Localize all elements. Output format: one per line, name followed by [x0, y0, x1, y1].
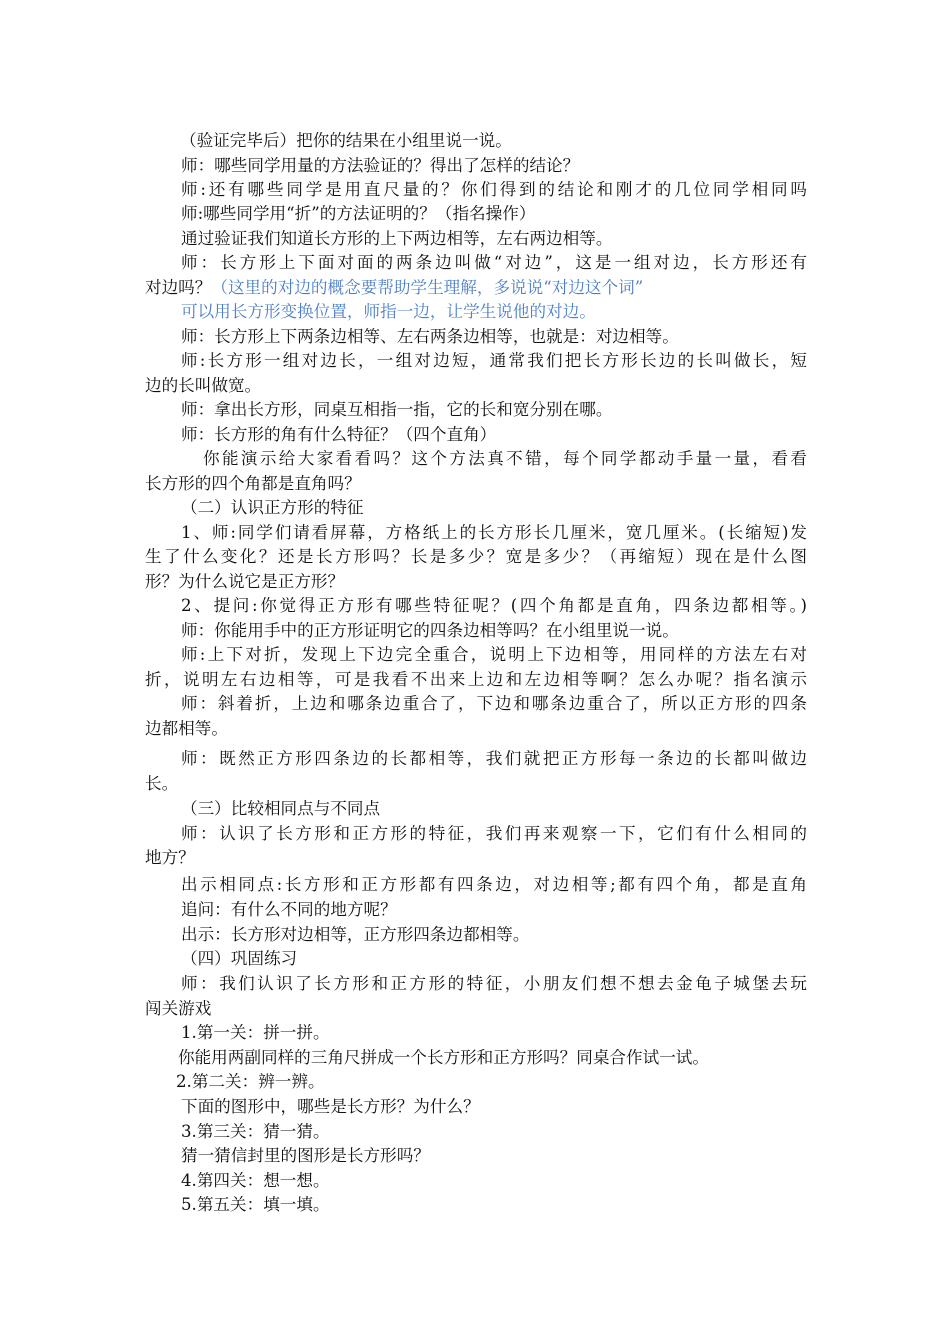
paragraph-line: 师:上下对折，发现上下边完全重合，说明上下边相等，用同样的方法左右对: [181, 645, 807, 664]
paragraph-line: 师：长方形的角有什么特征？（四个直角）: [181, 425, 497, 444]
paragraph-line: （验证完毕后）把你的结果在小组里说一说。: [180, 131, 512, 150]
paragraph-line: 你能演示给大家看看吗？这个方法真不错，每个同学都动手量一量，看看: [203, 449, 807, 468]
paragraph-line: 2、提问:你觉得正方形有哪些特征呢？(四个角都是直角，四条边都相等。): [181, 596, 807, 615]
paragraph-line: 猜一猜信封里的图形是长方形吗？: [181, 1146, 430, 1165]
teacher-note: （这里的对边的概念要帮助学生理解，多说说“对边这个词”: [211, 278, 644, 297]
paragraph-line: 出示：长方形对边相等，正方形四条边都相等。: [181, 925, 530, 944]
paragraph-line: 追问：有什么不同的地方呢？: [181, 900, 397, 919]
paragraph-line: 你能用两副同样的三角尺拼成一个长方形和正方形吗？同桌合作试一试。: [178, 1048, 709, 1067]
exercise-item: 1.第一关：拼一拼。: [181, 1023, 330, 1042]
section-heading: （二）认识正方形的特征: [181, 498, 364, 517]
section-heading: （四）巩固练习: [181, 949, 298, 968]
paragraph-line: 师:长方形一组对边长，一组对边短，通常我们把长方形长边的长叫做长，短: [181, 351, 807, 370]
paragraph-line: 师：既然正方形四条边的长都相等，我们就把正方形每一条边的长都叫做边: [181, 749, 807, 768]
paragraph-line: 边的长叫做宽。: [145, 376, 262, 395]
paragraph-line: 长方形的四个角都是直角吗？: [145, 474, 361, 493]
exercise-item: 2.第二关：辨一辨。: [176, 1072, 325, 1091]
paragraph-line: 地方？: [145, 848, 195, 867]
paragraph-line: 师：拿出长方形，同桌互相指一指，它的长和宽分别在哪。: [181, 400, 613, 419]
paragraph-line: 出示相同点:长方形和正方形都有四条边，对边相等;都有四个角，都是直角: [181, 875, 807, 894]
teacher-note-line: 可以用长方形变换位置，师指一边，让学生说他的对边。: [181, 302, 596, 321]
exercise-item: 4.第四关：想一想。: [181, 1171, 330, 1190]
section-heading: （三）比较相同点与不同点: [181, 799, 381, 818]
paragraph-line: 下面的图形中，哪些是长方形？为什么？: [181, 1097, 480, 1116]
paragraph-line: [145, 276, 807, 300]
paragraph-line: 师：我们认识了长方形和正方形的特征，小朋友们想不想去金龟子城堡去玩: [181, 974, 807, 993]
paragraph-line: 师:还有哪些同学是用直尺量的？你们得到的结论和刚才的几位同学相同吗: [181, 180, 807, 199]
paragraph-line: 边都相等。: [145, 719, 228, 738]
paragraph-line: 师：哪些同学用量的方法验证的？得出了怎样的结论？: [181, 156, 580, 175]
paragraph-line: 生了什么变化？还是长方形吗？长是多少？宽是多少？（再缩短）现在是什么图: [145, 547, 807, 566]
paragraph-line: 1、师:同学们请看屏幕，方格纸上的长方形长几厘米，宽几厘米。(长缩短)发: [181, 523, 807, 542]
paragraph-line: 师：长方形上下两条边相等、左右两条边相等，也就是：对边相等。: [181, 327, 679, 346]
paragraph-line: 形？为什么说它是正方形？: [145, 572, 345, 591]
paragraph-line: 师：斜着折，上边和哪条边重合了，下边和哪条边重合了，所以正方形的四条: [181, 694, 807, 713]
paragraph-line: 长。: [145, 774, 179, 793]
paragraph-line: 师：认识了长方形和正方形的特征，我们再来观察一下，它们有什么相同的: [181, 824, 807, 843]
exercise-item: 3.第三关：猜一猜。: [181, 1122, 330, 1141]
paragraph-line: 闯关游戏: [145, 999, 212, 1018]
paragraph-line: 折，说明左右边相等，可是我看不出来上边和左边相等啊？怎么办呢？指名演示: [145, 670, 807, 689]
paragraph-line: 通过验证我们知道长方形的上下两边相等，左右两边相等。: [181, 229, 613, 248]
paragraph-line: 师：长方形上下面对面的两条边叫做“对边”，这是一组对边，长方形还有: [181, 253, 807, 272]
exercise-item: 5.第五关：填一填。: [181, 1195, 330, 1214]
paragraph-line: 师：你能用手中的正方形证明它的四条边相等吗？在小组里说一说。: [181, 621, 679, 640]
paragraph-line: 师:哪些同学用“折”的方法证明的？（指名操作）: [181, 204, 536, 223]
line-text: 对边吗？: [145, 278, 212, 297]
